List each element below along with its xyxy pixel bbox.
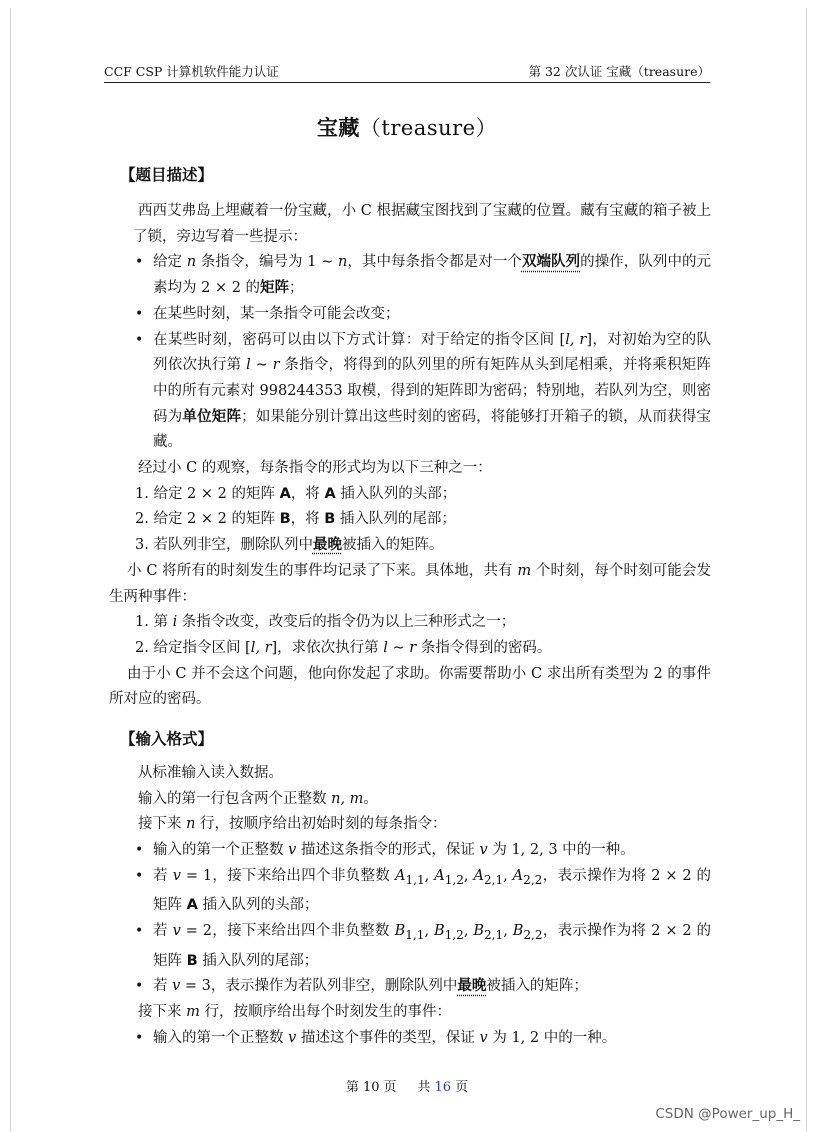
input-bullet: • 若 v = 1，接下来给出四个非负整数 $A_{1,1}$, $A_{1,2}$, $A_{2,1}$, $A_{2,2}$，表示操作为将 2 × 2 的矩阵 A 插入队列的头部；: [133, 864, 711, 919]
hint-item: • 在某些时刻，密码可以由以下方式计算：对于给定的指令区间 [l, r]，对初始为空的队列依次执行第 l ∼ r 条指令，将得到的队列里的所有矩阵从头到尾相乘，并将乘积矩阵中的所有元素对 998244353 取模，得到的矩阵即为密码；特别地，若队列为空，则密码为单位矩阵；如果能分别计算出这些时刻的密码，将能够打开箱子的锁，从而获得宝藏。: [133, 328, 711, 457]
command-item: 1. 给定 2 × 2 的矩阵 A，将 A 插入队列的头部；: [135, 485, 457, 502]
page-footer: 第 10 页 共 16 页: [345, 1080, 469, 1095]
input-line: 从标准输入读入数据。: [138, 765, 283, 781]
observe-paragraph: 经过小 C 的观察，每条指令的形式均为以下三种之一：: [138, 460, 492, 477]
csdn-watermark: CSDN @Power_up_H_: [655, 1106, 800, 1122]
hint-list: [133, 250, 711, 456]
input-bullet: • 输入的第一个正整数 v 描述这个事件的类型，保证 v 为 1, 2 中的一种。: [133, 1026, 711, 1052]
closing-paragraph: 由于小 C 并不会这个问题，他向你发起了求助。你需要帮助小 C 求出所有类型为 2 的事件所对应的密码。: [109, 665, 711, 708]
input-body: [133, 761, 711, 1052]
event-list: [133, 610, 711, 661]
header-right: 第 32 次认证 宝藏（treasure）: [528, 64, 710, 79]
running-header: [104, 62, 710, 83]
input-command-list: [133, 838, 711, 1000]
title-cn: 宝藏: [316, 116, 360, 140]
hint-item: • 在某些时刻，某一条指令可能会改变；: [133, 302, 711, 328]
intro-paragraph: 西西艾弗岛上埋藏着一份宝藏，小 C 根据藏宝图找到了宝藏的位置。藏有宝藏的箱子被上了锁，旁边写着一些提示：: [133, 203, 711, 245]
command-item: 3. 若队列非空，删除队列中最晚被插入的矩阵。: [135, 537, 444, 554]
events-paragraph: 小 C 将所有的时刻发生的事件均记录了下来。具体地，共有 m 个时刻，每个时刻可能会发生两种事件：: [109, 562, 711, 605]
input-line: 接下来 n 行，按顺序给出初始时刻的每条指令：: [138, 816, 447, 833]
page-number: 第 10 页: [345, 1080, 397, 1095]
description-body: [109, 199, 712, 713]
input-line: 接下来 m 行，按顺序给出每个时刻发生的事件：: [138, 1004, 451, 1021]
input-bullet: • 若 v = 3，表示操作为若队列非空，删除队列中最晚被插入的矩阵；: [133, 974, 711, 1000]
input-heading: 【输入格式】: [120, 730, 214, 748]
event-item: 2. 给定指令区间 [l, r]，求依次执行第 l ∼ r 条指令得到的密码。: [135, 639, 552, 656]
command-list: [133, 482, 711, 559]
description-heading: 【题目描述】: [120, 166, 214, 184]
input-event-list: [133, 1026, 711, 1052]
header-left: CCF CSP 计算机软件能力认证: [104, 64, 279, 79]
command-item: 2. 给定 2 × 2 的矩阵 B，将 B 插入队列的尾部；: [135, 511, 456, 528]
total-pages-link[interactable]: 16: [434, 1080, 452, 1095]
event-item: 1. 第 i 条指令改变，改变后的指令仍为以上三种形式之一；: [135, 614, 516, 631]
input-bullet: • 输入的第一个正整数 v 描述这条指令的形式，保证 v 为 1, 2, 3 中的一种。: [133, 838, 711, 864]
input-line: 输入的第一行包含两个正整数 n, m。: [138, 790, 378, 807]
hint-item: • 给定 n 条指令，编号为 1 ∼ n，其中每条指令都是对一个双端队列的操作，队列中的元素均为 2 × 2 的矩阵；: [133, 250, 711, 301]
input-bullet: • 若 v = 2，接下来给出四个非负整数 $B_{1,1}$, $B_{1,2}$, $B_{2,1}$, $B_{2,2}$，表示操作为将 2 × 2 的矩阵 B 插入队列的尾部；: [133, 919, 711, 974]
problem-title: [0, 112, 814, 142]
title-en: （treasure）: [359, 116, 498, 140]
